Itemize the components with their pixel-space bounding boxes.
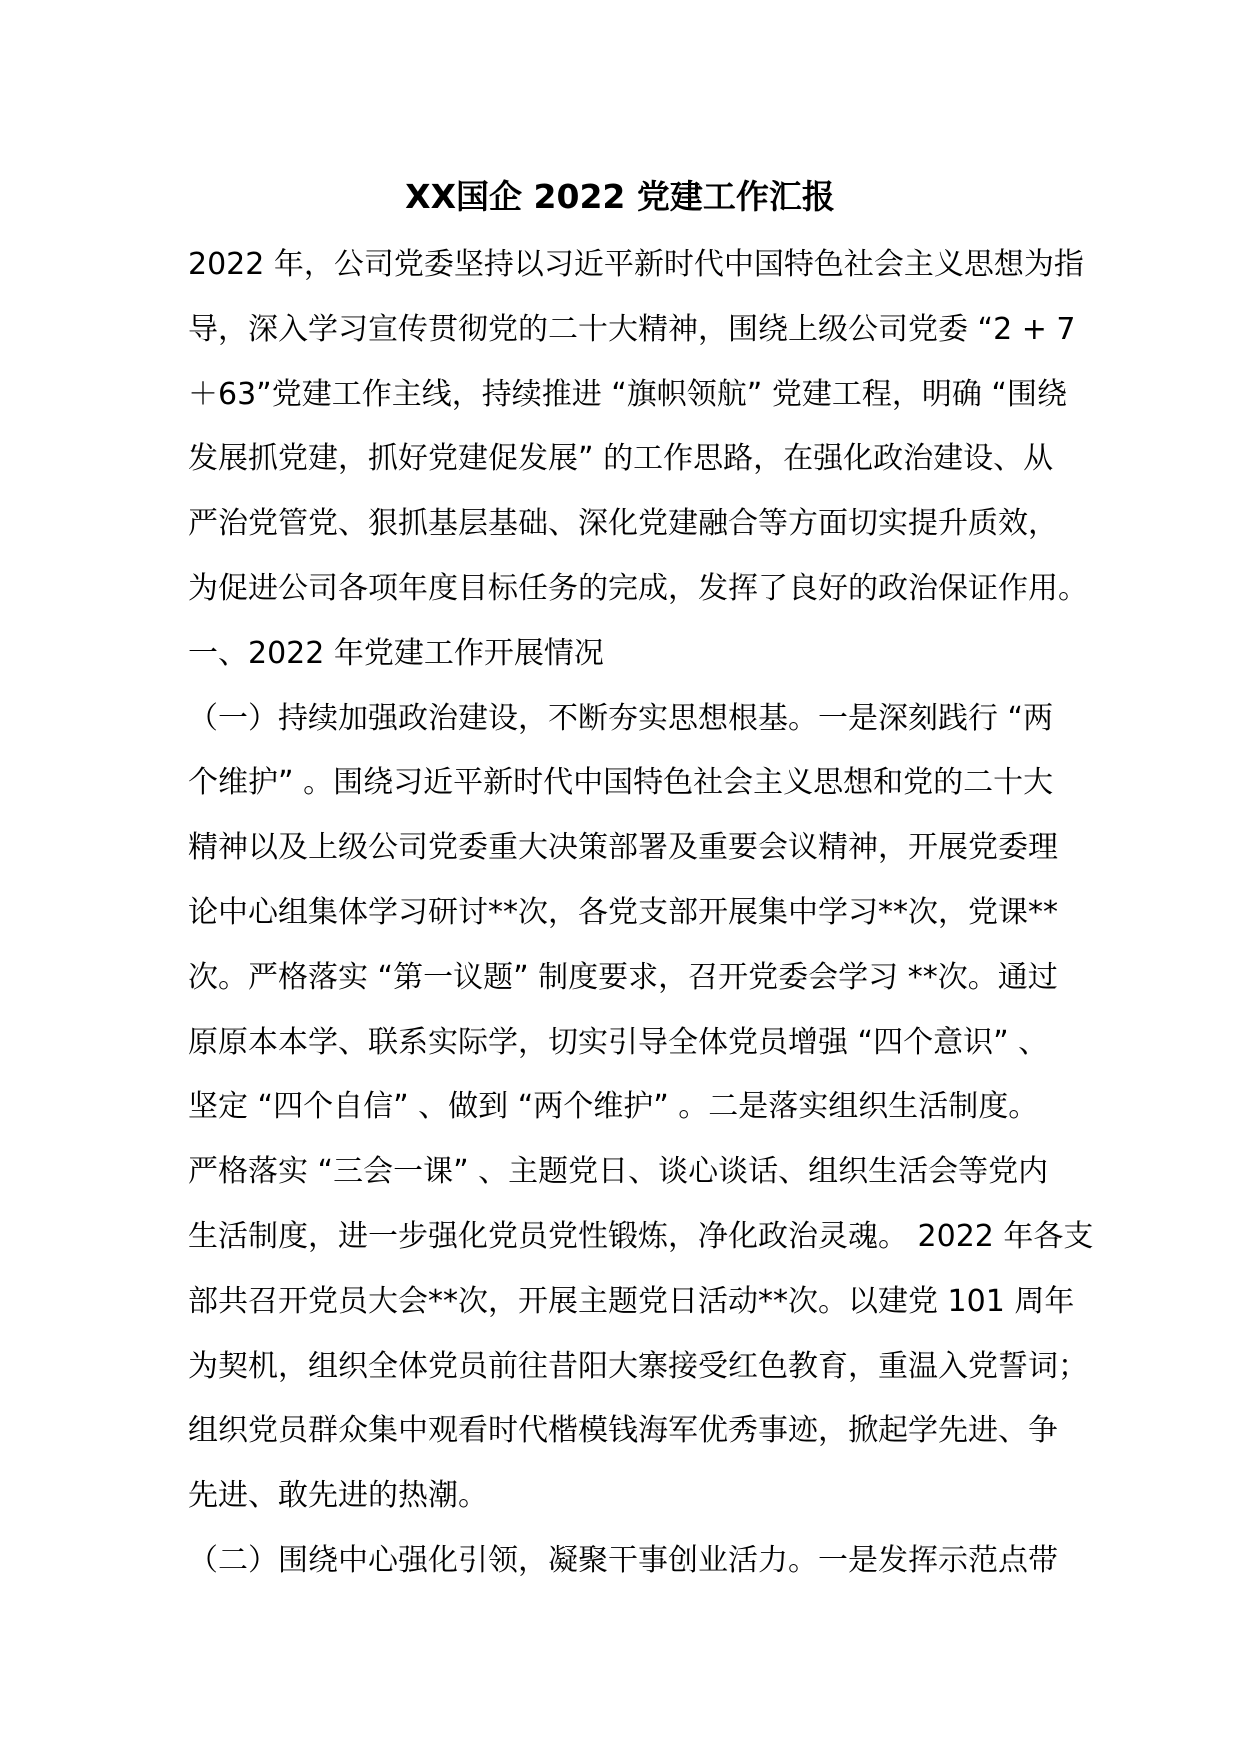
text-line: （二）围绕中心强化引领，凝聚干事创业活力。一是发挥示范点带 bbox=[188, 1542, 1058, 1578]
text-line: 为契机，组织全体党员前往昔阳大寨接受红色教育，重温入党誓词； bbox=[188, 1348, 1088, 1384]
text-line: 个维护” 。围绕习近平新时代中国特色社会主义思想和党的二十大 bbox=[188, 765, 1054, 801]
text-line: 部共召开党员大会**次，开展主题党日活动**次。以建党 101 周年 bbox=[188, 1283, 1075, 1319]
text-line: 次。严格落实 “第一议题” 制度要求，召开党委会学习 **次。通过 bbox=[188, 959, 1058, 995]
text-line: 论中心组集体学习研讨**次，各党支部开展集中学习**次，党课** bbox=[188, 894, 1058, 930]
text-line: 发展抓党建，抓好党建促发展” 的工作思路，在强化政治建设、从 bbox=[188, 441, 1054, 477]
text-line: 精神以及上级公司党委重大决策部署及重要会议精神，开展党委理 bbox=[188, 830, 1058, 866]
section-heading: 一、2022 年党建工作开展情况 bbox=[188, 635, 604, 671]
text-line: ＋63”党建工作主线，持续推进 “旗帜领航” 党建工程，明确 “围绕 bbox=[188, 376, 1067, 412]
text-line: 导，深入学习宣传贯彻党的二十大精神，围绕上级公司党委 “2 + 7 bbox=[188, 311, 1076, 347]
text-line: 生活制度，进一步强化党员党性锻炼，净化政治灵魂。 2022 年各支 bbox=[188, 1218, 1094, 1254]
text-line: 严治党管党、狠抓基层基础、深化党建融合等方面切实提升质效， bbox=[188, 506, 1058, 542]
text-line: 为促进公司各项年度目标任务的完成，发挥了良好的政治保证作用。 bbox=[188, 570, 1088, 606]
text-line: 先进、敢先进的热潮。 bbox=[188, 1478, 488, 1514]
text-line: 原原本本学、联系实际学，切实引导全体党员增强 “四个意识” 、 bbox=[188, 1024, 1049, 1060]
text-line: 严格落实 “三会一课” 、主题党日、谈心谈话、组织生活会等党内 bbox=[188, 1154, 1049, 1190]
document-title: XX国企 2022 党建工作汇报 bbox=[405, 177, 835, 216]
text-line: 2022 年，公司党委坚持以习近平新时代中国特色社会主义思想为指 bbox=[188, 247, 1084, 282]
text-line: （一）持续加强政治建设，不断夯实思想根基。一是深刻践行 “两 bbox=[188, 700, 1054, 736]
text-line: 坚定 “四个自信” 、做到 “两个维护” 。二是落实组织生活制度。 bbox=[188, 1089, 1039, 1125]
text-line: 组织党员群众集中观看时代楷模钱海军优秀事迹，掀起学先进、争 bbox=[188, 1413, 1058, 1449]
document-body bbox=[188, 233, 1094, 1594]
